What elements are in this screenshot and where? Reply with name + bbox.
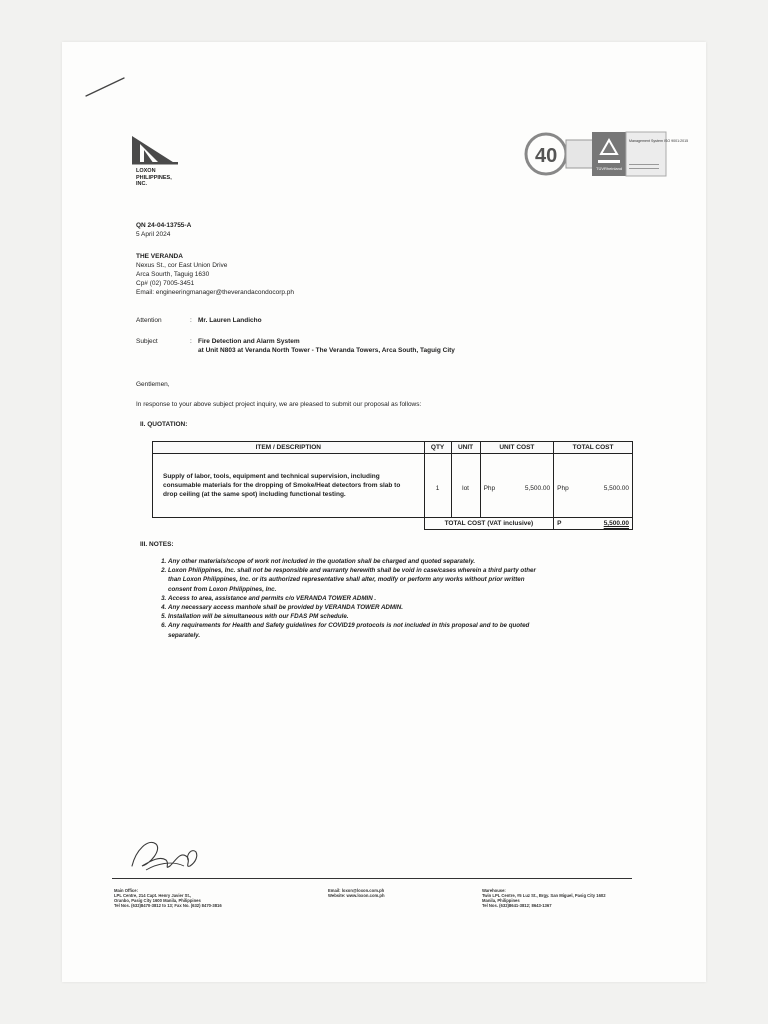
notes-heading: III. NOTES: xyxy=(140,541,174,548)
attention-label: Attention xyxy=(136,317,162,324)
total-cost-currency: Php xyxy=(557,485,569,492)
attention-value: Mr. Lauren Landicho xyxy=(198,317,262,324)
certification-badge xyxy=(522,128,689,180)
footer-contact xyxy=(328,888,448,898)
recipient-email: Email: engineeringmanager@theverandacondocorp.ph xyxy=(136,289,295,296)
item-qty: 1 xyxy=(424,454,451,518)
column-header: QTY xyxy=(424,442,451,454)
pen-stroke-mark xyxy=(84,74,128,100)
item-total-cost-cell xyxy=(554,454,633,518)
warehouse-line1: Twin LPL Centre, #5 Luz St., Brgy. San Miguel, Pasig City 1602 xyxy=(482,893,606,898)
warehouse-line2: Manila, Philippines xyxy=(482,898,520,903)
quotation-heading: II. QUOTATION: xyxy=(140,421,188,428)
warehouse-line3: Tel Nos. (632)8641-3812; 8643-1367 xyxy=(482,903,552,908)
column-header: ITEM / DESCRIPTION xyxy=(153,442,425,454)
column-header: UNIT xyxy=(451,442,480,454)
item-unit-cost-cell xyxy=(480,454,554,518)
svg-text:40: 40 xyxy=(535,145,558,167)
grand-total-currency: P xyxy=(557,520,562,527)
footer-website: Website: www.loxon.com.ph xyxy=(328,893,385,898)
recipient-address xyxy=(136,252,294,297)
cert-brand: TÜVRheinland xyxy=(596,166,623,171)
subject-line1: Fire Detection and Alarm System xyxy=(198,338,300,345)
recipient-name: THE VERANDA xyxy=(136,253,183,260)
total-row xyxy=(153,518,633,530)
letter-date: 5 April 2024 xyxy=(136,231,171,238)
subject-line2: at Unit N803 at Veranda North Tower - The Veranda Towers, Arca South, Taguig City xyxy=(198,347,455,354)
note-item: 5. Installation will be simultaneous with our FDAS PM schedule. xyxy=(168,612,538,621)
total-label: TOTAL COST (VAT inclusive) xyxy=(424,518,554,530)
warehouse-label: Warehouse: xyxy=(482,888,506,893)
note-item: 1. Any other materials/scope of work not included in the quotation shall be charged and quoted separately. xyxy=(168,557,538,566)
footer-main-office xyxy=(114,888,294,908)
footer-email: Email: loxon@loxon.com.ph xyxy=(328,888,385,893)
handwritten-signature xyxy=(126,830,206,876)
quotation-header-row xyxy=(153,442,633,454)
note-item: 3. Access to area, assistance and permits c/o VERANDA TOWER ADMIN . xyxy=(168,594,538,603)
cert-text: Management System ISO 9001:2015 xyxy=(629,139,689,143)
note-item: 4. Any necessary access manhole shall be provided by VERANDA TOWER ADMIN. xyxy=(168,603,538,612)
company-name: LOXON PHILIPPINES, INC. xyxy=(136,168,172,187)
item-unit: lot xyxy=(451,454,480,518)
intro-paragraph: In response to your above subject project inquiry, we are pleased to submit our proposal as follows: xyxy=(136,401,422,408)
loxon-logo-icon xyxy=(130,134,180,168)
footer-warehouse xyxy=(482,888,632,908)
salutation: Gentlemen, xyxy=(136,381,170,388)
item-description: Supply of labor, tools, equipment and technical supervision, including consumable materials for the dropping of Smoke/Heat detectors from slab to drop ceiling (at the same spot) including functional testing. xyxy=(153,454,425,518)
reference-number: QN 24-04-13755-A xyxy=(136,222,192,229)
grand-total-cell xyxy=(554,518,633,530)
recipient-address-line2: Arca Sourth, Taguig 1630 xyxy=(136,271,210,278)
subject-line: Subject : Fire Detection and Alarm System at Unit N803 at Veranda North Tower - The Veranda Towers, Arca South, Taguig City xyxy=(136,338,455,354)
unit-cost-currency: Php xyxy=(483,485,496,492)
grand-total-value: 5,500.00 xyxy=(603,520,629,527)
main-office-line1: LPL Centre, 214 Capt. Henry Javier St., xyxy=(114,893,192,898)
quotation-table xyxy=(152,441,633,530)
recipient-address-line1: Nexus St., cor East Union Drive xyxy=(136,262,228,269)
column-header: UNIT COST xyxy=(480,442,554,454)
main-office-label: Main Office: xyxy=(114,888,138,893)
main-office-line2: Oranbo, Pasig City 1600 Manila, Philippines xyxy=(114,898,201,903)
subject-label: Subject xyxy=(136,338,158,345)
total-cost-value: 5,500.00 xyxy=(603,485,629,492)
column-header: TOTAL COST xyxy=(554,442,633,454)
attention-line: Attention : Mr. Lauren Landicho xyxy=(136,317,262,324)
reference-block xyxy=(136,221,191,239)
notes-list xyxy=(158,557,538,640)
note-item: 6. Any requirements for Health and Safety guidelines for COVID19 protocols is not included in this proposal and to be quoted separately. xyxy=(168,621,538,639)
recipient-phone: Cp# (02) 7005-3451 xyxy=(136,280,195,287)
note-item: 2. Loxon Philippines, Inc. shall not be responsible and warranty herewith shall be void in case/cases wherein a third party other than Loxon Philippines, Inc. or its authorized representative shall alter, modify or perform any works without prior written consent from Loxon Philippines, Inc. xyxy=(168,566,538,594)
footer-divider xyxy=(112,878,632,879)
table-row xyxy=(153,454,633,518)
main-office-line3: Tel Nos. (632)8470-3812 to 13; Fax No. (632) 8470-3816 xyxy=(114,903,222,908)
unit-cost-value: 5,500.00 xyxy=(524,485,551,492)
